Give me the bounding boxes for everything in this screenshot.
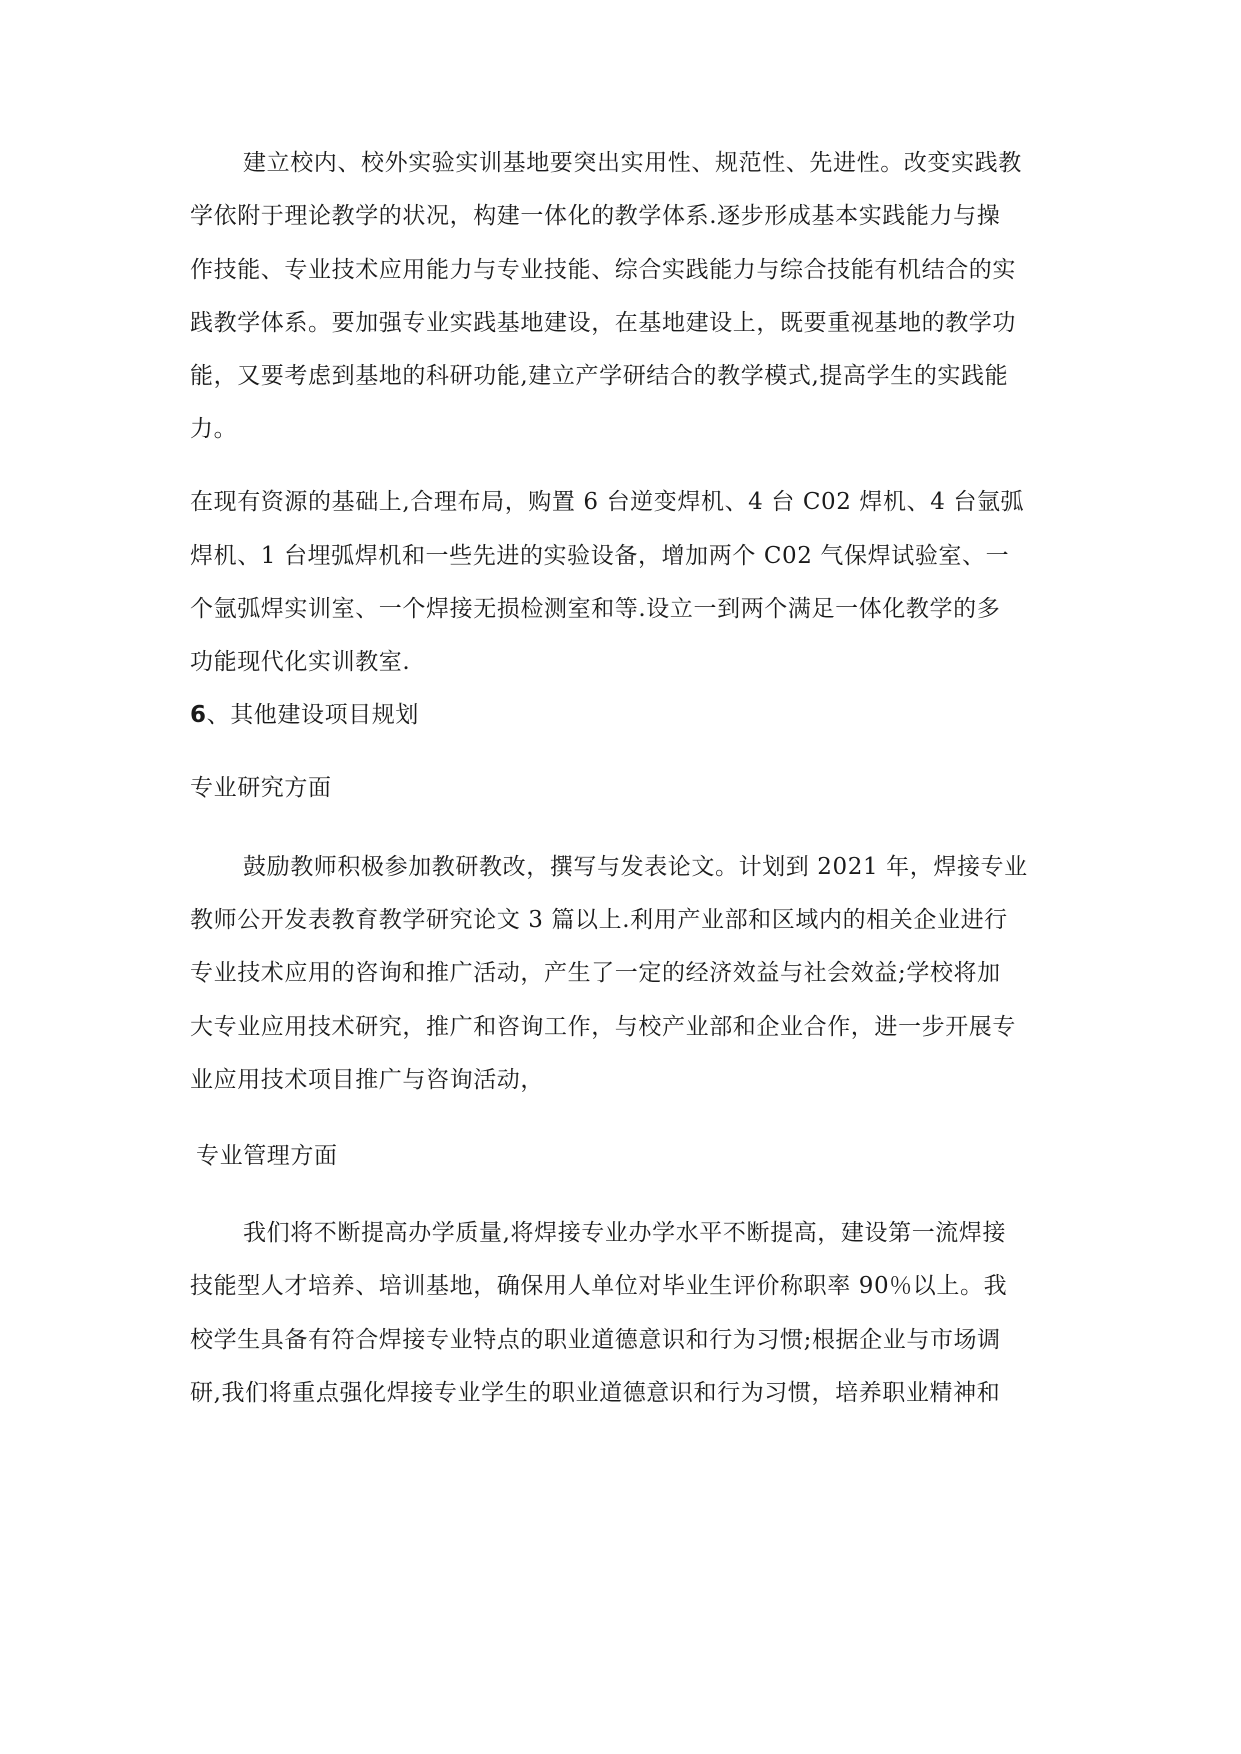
paragraph-line: 作技能、专业技术应用能力与专业技能、综合实践能力与综合技能有机结合的实 (190, 257, 1016, 283)
paragraph-line: 焊机、1 台埋弧焊机和一些先进的实验设备，增加两个 C02 气保焊试验室、一 (190, 543, 1010, 569)
paragraph-line: 学依附于理论教学的状况，构建一体化的教学体系.逐步形成基本实践能力与操 (190, 203, 1001, 229)
paragraph-line: 践教学体系。要加强专业实践基地建设，在基地建设上，既要重视基地的教学功 (190, 310, 1016, 336)
section-title: 、其他建设项目规划 (206, 702, 420, 728)
sub-heading: 专业研究方面 (190, 775, 332, 801)
paragraph-line: 个氩弧焊实训室、一个焊接无损检测室和等.设立一到两个满足一体化教学的多 (190, 596, 1001, 622)
paragraph-line: 研,我们将重点强化焊接专业学生的职业道德意识和行为习惯，培养职业精神和 (190, 1380, 1001, 1406)
paragraph-line: 力。 (190, 416, 238, 442)
paragraph-line: 大专业应用技术研究，推广和咨询工作，与校产业部和企业合作，进一步开展专 (190, 1014, 1016, 1040)
paragraph-line: 教师公开发表教育教学研究论文 3 篇以上.利用产业部和区域内的相关企业进行 (190, 907, 1008, 933)
paragraph-line: 专业技术应用的咨询和推广活动，产生了一定的经济效益与社会效益;学校将加 (190, 960, 1001, 986)
paragraph-line: 功能现代化实训教室. (190, 649, 411, 675)
paragraph-line: 技能型人才培养、培训基地，确保用人单位对毕业生评价称职率 90％以上。我 (190, 1273, 1008, 1299)
paragraph-line: 能，又要考虑到基地的科研功能,建立产学研结合的教学模式,提高学生的实践能 (190, 363, 1009, 389)
paragraph-line: 我们将不断提高办学质量,将焊接专业办学水平不断提高，建设第一流焊接 (243, 1220, 1007, 1246)
paragraph-line: 建立校内、校外实验实训基地要突出实用性、规范性、先进性。改变实践教 (243, 150, 1022, 176)
paragraph-line: 鼓励教师积极参加教研教改，撰写与发表论文。计划到 2021 年，焊接专业 (243, 854, 1028, 880)
paragraph-line: 业应用技术项目推广与咨询活动， (190, 1067, 544, 1093)
paragraph-line: 在现有资源的基础上,合理布局，购置 6 台逆变焊机、4 台 C02 焊机、4 台氩弧 (190, 489, 1025, 515)
section-heading (190, 700, 419, 730)
section-number: 6 (190, 702, 207, 728)
paragraph-line: 校学生具备有符合焊接专业特点的职业道德意识和行为习惯;根据企业与市场调 (190, 1327, 1001, 1353)
sub-heading: 专业管理方面 (196, 1143, 338, 1169)
